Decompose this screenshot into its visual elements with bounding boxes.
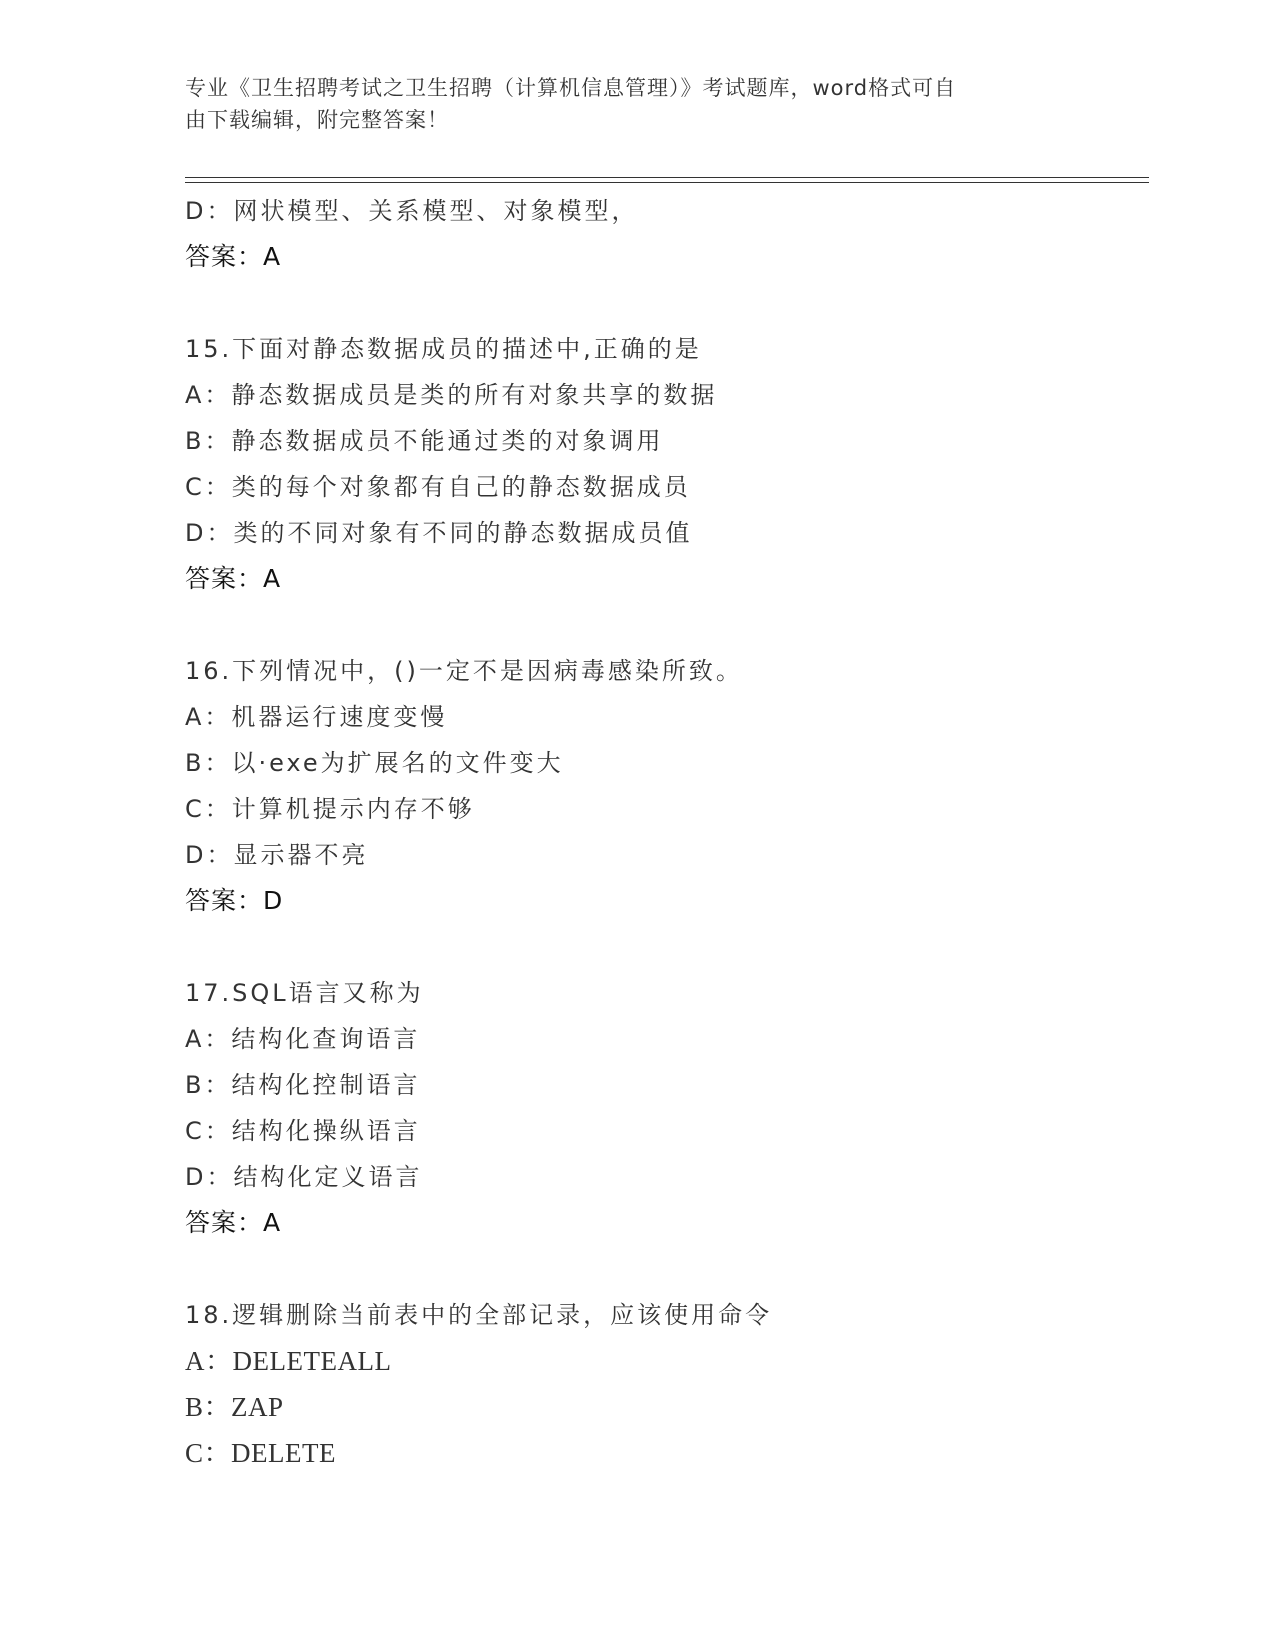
- header-line-2: 由下载编辑，附完整答案！: [185, 108, 449, 132]
- option-c: C：计算机提示内存不够: [185, 795, 475, 823]
- document-header: [185, 72, 1085, 136]
- option-d: D：显示器不亮: [185, 841, 369, 869]
- option-d: D：类的不同对象有不同的静态数据成员值: [185, 519, 693, 547]
- option-a: A：DELETEALL: [185, 1346, 392, 1376]
- option-d: D：网状模型、关系模型、对象模型，: [185, 197, 639, 225]
- question-17: [185, 970, 1145, 1246]
- question-list: [185, 188, 1145, 1476]
- spacer: [185, 602, 1145, 648]
- question-15: [185, 326, 1145, 602]
- answer: 答案：A: [185, 242, 282, 271]
- header-divider-bottom: [185, 182, 1149, 183]
- answer: 答案：D: [185, 886, 284, 915]
- question-text: 18.逻辑删除当前表中的全部记录，应该使用命令: [185, 1301, 773, 1329]
- spacer: [185, 280, 1145, 326]
- option-b: B：静态数据成员不能通过类的对象调用: [185, 427, 664, 455]
- question-14-tail: [185, 188, 1145, 280]
- header-line-1: 专业《卫生招聘考试之卫生招聘（计算机信息管理）》考试题库，word格式可自: [185, 76, 957, 100]
- option-a: A：机器运行速度变慢: [185, 703, 448, 731]
- option-b: B：ZAP: [185, 1392, 284, 1422]
- spacer: [185, 1246, 1145, 1292]
- option-c: C：类的每个对象都有自己的静态数据成员: [185, 473, 691, 501]
- question-text: 15.下面对静态数据成员的描述中,正确的是: [185, 335, 702, 363]
- option-c: C：结构化操纵语言: [185, 1117, 421, 1145]
- option-d: D：结构化定义语言: [185, 1163, 423, 1191]
- header-divider-top: [185, 177, 1149, 178]
- option-a: A：结构化查询语言: [185, 1025, 421, 1053]
- option-c: C：DELETE: [185, 1438, 336, 1468]
- option-a: A：静态数据成员是类的所有对象共享的数据: [185, 381, 718, 409]
- answer: 答案：A: [185, 564, 282, 593]
- option-b: B：结构化控制语言: [185, 1071, 421, 1099]
- question-text: 16.下列情况中，()一定不是因病毒感染所致。: [185, 657, 743, 685]
- spacer: [185, 924, 1145, 970]
- question-text: 17.SQL语言又称为: [185, 979, 424, 1007]
- answer: 答案：A: [185, 1208, 282, 1237]
- question-18: [185, 1292, 1145, 1476]
- question-16: [185, 648, 1145, 924]
- option-b: B：以·exe为扩展名的文件变大: [185, 749, 564, 777]
